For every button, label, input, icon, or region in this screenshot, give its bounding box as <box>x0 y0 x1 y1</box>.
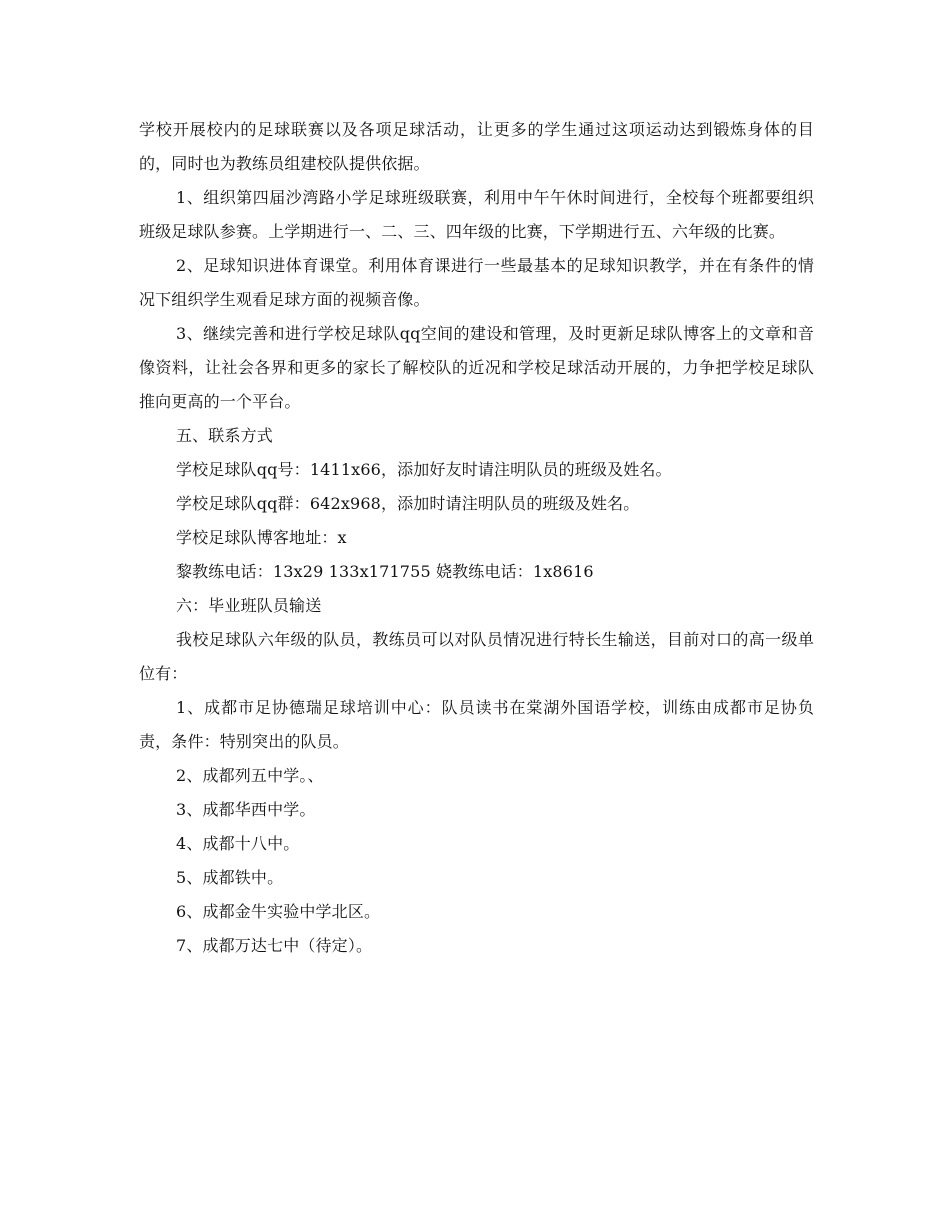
paragraph-graduates-intro: 我校足球队六年级的队员，教练员可以对队员情况进行特长生输送，目前对口的高一级单位有： <box>139 630 814 683</box>
contact-coach-phones: 黎教练电话：13x29 133x171755 娆教练电话：1x8616 <box>176 562 594 581</box>
list-item-school-4: 4、成都十八中。 <box>176 834 300 853</box>
contact-qq-group: 学校足球队qq群：642x968，添加时请注明队员的班级及姓名。 <box>176 494 640 513</box>
paragraph-intro: 学校开展校内的足球联赛以及各项足球活动，让更多的学生通过这项运动达到锻炼身体的目的，同时也为教练员组建校队提供依据。 <box>139 120 814 173</box>
document-body <box>139 113 814 963</box>
list-item-school-5: 5、成都铁中。 <box>176 868 284 887</box>
list-item-school-6: 6、成都金牛实验中学北区。 <box>176 902 381 921</box>
list-item-school-7: 7、成都万达七中（待定）。 <box>176 936 373 955</box>
section-heading-contact: 五、联系方式 <box>176 426 273 445</box>
paragraph-item-3: 3、继续完善和进行学校足球队qq空间的建设和管理，及时更新足球队博客上的文章和音像资料，让社会各界和更多的家长了解校队的近况和学校足球活动开展的，力争把学校足球队推向更高的一个平台。 <box>139 324 814 411</box>
paragraph-item-1: 1、组织第四届沙湾路小学足球班级联赛，利用中午午休时间进行，全校每个班都要组织班级足球队参赛。上学期进行一、二、三、四年级的比赛，下学期进行五、六年级的比赛。 <box>139 188 814 241</box>
section-heading-graduates: 六：毕业班队员输送 <box>176 596 322 615</box>
list-item-school-2: 2、成都列五中学。、 <box>176 766 324 785</box>
paragraph-item-2: 2、足球知识进体育课堂。利用体育课进行一些最基本的足球知识教学，并在有条件的情况下组织学生观看足球方面的视频音像。 <box>139 256 814 309</box>
contact-qq-number: 学校足球队qq号：1411x66，添加好友时请注明队员的班级及姓名。 <box>176 460 672 479</box>
list-item-school-3: 3、成都华西中学。 <box>176 800 316 819</box>
contact-blog-address: 学校足球队博客地址：x <box>176 528 347 547</box>
list-item-school-1: 1、成都市足协德瑞足球培训中心：队员读书在棠湖外国语学校，训练由成都市足协负责，条件：特别突出的队员。 <box>139 698 814 751</box>
